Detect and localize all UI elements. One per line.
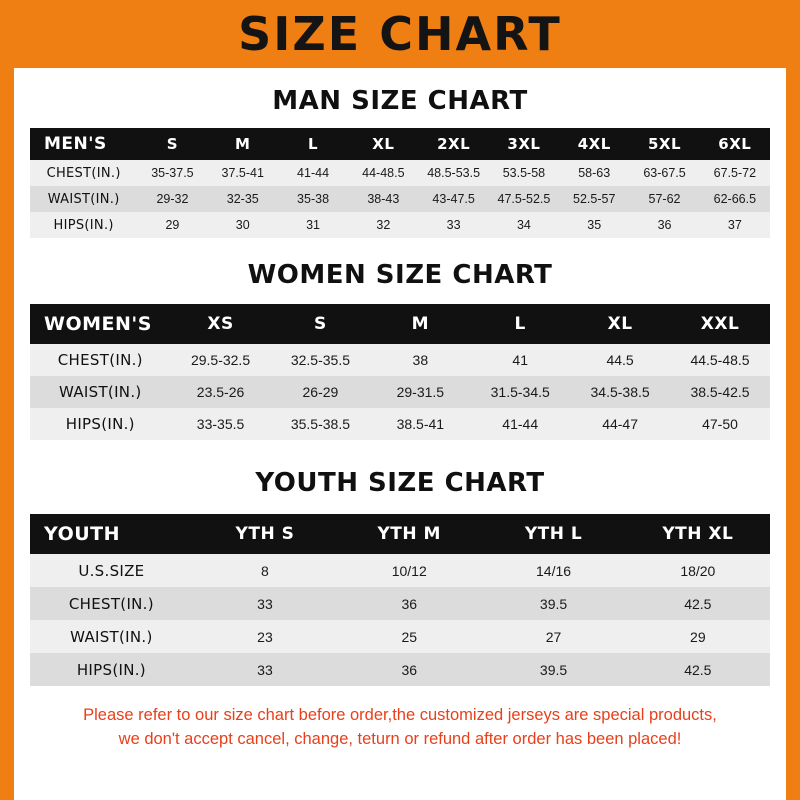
cell: 26-29 — [302, 384, 339, 400]
column-header: XL — [372, 135, 395, 153]
column-header: L — [514, 314, 526, 334]
section-title-women: WOMEN SIZE CHART — [247, 260, 553, 290]
cell: 33 — [257, 661, 273, 678]
cell: 29.5-32.5 — [190, 352, 251, 368]
table-header-row — [30, 514, 770, 554]
column-header: YTH S — [235, 524, 295, 544]
cell: 23 — [257, 628, 273, 645]
cell: 33 — [446, 218, 461, 232]
cell: 35-38 — [297, 192, 330, 206]
cell: 36 — [657, 218, 672, 232]
cell: 38 — [412, 352, 429, 368]
column-header: YTH XL — [662, 524, 734, 544]
cell: 33 — [257, 595, 273, 612]
cell: 44-47 — [602, 416, 638, 432]
column-header: S — [166, 135, 179, 153]
cell: 38-43 — [367, 192, 400, 206]
cell: 63-67.5 — [643, 166, 686, 180]
cell: 67.5-72 — [713, 166, 757, 180]
row-label: HIPS(IN.) — [65, 415, 135, 433]
cell: 37.5-41 — [221, 166, 264, 180]
cell: 41-44 — [502, 416, 539, 432]
row-label: HIPS(IN.) — [53, 217, 114, 233]
cell: 43-47.5 — [432, 192, 475, 206]
cell: 62-66.5 — [713, 192, 757, 206]
cell: 27 — [545, 628, 562, 645]
cell: 32.5-35.5 — [290, 352, 351, 368]
cell: 29 — [165, 218, 180, 232]
cell: 39.5 — [539, 595, 568, 612]
cell: 32-35 — [226, 192, 259, 206]
column-header: YTH M — [377, 524, 441, 544]
cell: 31 — [306, 218, 320, 232]
cell: 53.5-58 — [502, 166, 546, 180]
column-header: M — [411, 314, 430, 334]
cell: 29-31.5 — [396, 384, 445, 400]
footer-note — [30, 704, 770, 752]
column-header: M — [235, 135, 251, 153]
cell: 47.5-52.5 — [497, 192, 551, 206]
cell: 41-44 — [297, 166, 330, 180]
cell: 32 — [376, 218, 391, 232]
cell: 44.5 — [606, 352, 634, 368]
table-youth-size-chart — [30, 514, 770, 686]
row-label: WAIST(IN.) — [59, 383, 142, 401]
cell: 18/20 — [680, 562, 716, 579]
section-title-man: MAN SIZE CHART — [272, 86, 528, 116]
table-row — [30, 376, 770, 408]
cell: 39.5 — [539, 661, 568, 678]
cell: 52.5-57 — [573, 192, 616, 206]
cell: 35.5-38.5 — [290, 416, 351, 432]
footer-note-line-1: Please refer to our size chart before order,the customized jerseys are special products, — [83, 706, 717, 724]
cell: 29 — [690, 628, 706, 645]
header-banner — [0, 0, 800, 68]
table-row — [30, 587, 770, 620]
cell: 34.5-38.5 — [590, 384, 650, 400]
cell: 34 — [516, 218, 531, 232]
cell: 33-35.5 — [196, 416, 245, 432]
column-header: 2XL — [437, 135, 471, 153]
row-label: WAIST(IN.) — [70, 627, 153, 646]
cell: 44.5-48.5 — [690, 352, 750, 368]
cell: 8 — [261, 562, 269, 579]
table-row — [30, 160, 770, 186]
cell: 36 — [401, 595, 418, 612]
table-man-size-chart — [30, 128, 770, 238]
cell: 35-37.5 — [151, 166, 194, 180]
cell: 37 — [727, 218, 742, 232]
cell: 23.5-26 — [196, 384, 245, 400]
table-row — [30, 212, 770, 238]
column-header: S — [314, 314, 327, 334]
cell: 44-48.5 — [362, 166, 405, 180]
cell: 35 — [587, 218, 602, 232]
row-label: WAIST(IN.) — [47, 191, 120, 207]
cell: 30 — [235, 218, 250, 232]
cell: 47-50 — [702, 416, 738, 432]
column-header: 3XL — [507, 135, 541, 153]
page-title: SIZE CHART — [238, 7, 562, 61]
row-label: CHEST(IN.) — [46, 165, 121, 181]
column-header: 4XL — [577, 135, 611, 153]
table-header-row — [30, 128, 770, 160]
cell: 36 — [401, 661, 418, 678]
section-title-youth: YOUTH SIZE CHART — [255, 468, 545, 498]
row-label: HIPS(IN.) — [76, 660, 146, 679]
column-header: 5XL — [647, 135, 682, 153]
cell: 25 — [401, 628, 418, 645]
column-header: WOMEN'S — [44, 313, 152, 335]
table-row — [30, 344, 770, 376]
column-header: L — [308, 135, 319, 153]
cell: 41 — [512, 352, 528, 368]
table-row — [30, 408, 770, 440]
table-row — [30, 620, 770, 653]
column-header: XXL — [700, 314, 740, 334]
column-header: XS — [207, 314, 234, 334]
cell: 10/12 — [391, 562, 427, 579]
cell: 38.5-42.5 — [690, 384, 750, 400]
cell: 58-63 — [578, 166, 611, 180]
cell: 57-62 — [648, 192, 681, 206]
row-label: CHEST(IN.) — [68, 594, 154, 613]
row-label: CHEST(IN.) — [57, 351, 143, 369]
cell: 29-32 — [156, 192, 189, 206]
footer-note-line-2: we don't accept cancel, change, teturn or refund after order has been placed! — [118, 729, 682, 748]
column-header: YTH L — [524, 524, 583, 544]
cell: 48.5-53.5 — [427, 166, 481, 180]
cell: 38.5-41 — [396, 416, 445, 432]
cell: 42.5 — [684, 661, 712, 678]
cell: 14/16 — [536, 562, 572, 579]
table-women-size-chart — [30, 304, 770, 440]
table-row — [30, 653, 770, 686]
row-label: U.S.SIZE — [78, 561, 145, 580]
cell: 31.5-34.5 — [490, 384, 550, 400]
column-header: 6XL — [718, 135, 752, 153]
cell: 42.5 — [684, 595, 712, 612]
column-header: XL — [607, 314, 633, 334]
table-row — [30, 186, 770, 212]
column-header: MEN'S — [44, 134, 107, 154]
table-row — [30, 554, 770, 587]
column-header: YOUTH — [44, 523, 121, 545]
table-header-row — [30, 304, 770, 344]
chart-content — [14, 86, 786, 752]
